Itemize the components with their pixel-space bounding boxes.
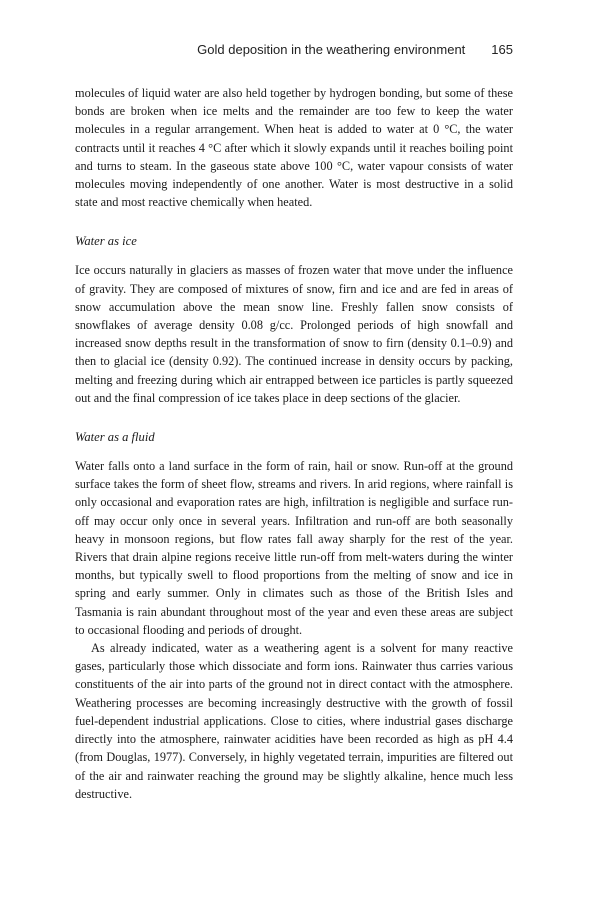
intro-paragraph: molecules of liquid water are also held together by hydrogen bonding, but some of these bonds are broken when ice melts and the remainder are too few to keep the water molecules in a regular arrangement. When heat is added to water at 0 °C, the water contracts until it reaches 4 °C after which it slowly expands until it reaches boiling point and turns to steam. In the gaseous state above 100 °C, water vapour consists of water molecules moving independently of one another. Water is most destructive in a solid state and most reactive chemically when heated. — [75, 86, 513, 210]
paragraph-water-as-fluid-2: As already indicated, water as a weathering agent is a solvent for many reactive gases, particularly those which dissociate and form ions. Rainwater thus carries various constituents of the air into parts of the ground not in direct contact with the atmosphere. Weathering processes are becoming increasingly destructive with the growth of fossil fuel-dependent industrial applications. Close to cities, where industrial gases discharge directly into the atmosphere, rainwater acidities have been recorded as high as pH 4.4 (from Douglas, 1977). Conversely, in highly vegetated terrain, impurities are filtered out of the air and rainwater reaching the ground may be slightly alkaline, hence much less destructive. — [75, 641, 513, 801]
section-heading-water-as-ice: Water as ice — [75, 234, 137, 249]
running-head-title: Gold deposition in the weathering environment — [197, 42, 466, 57]
paragraph-water-as-ice: Ice occurs naturally in glaciers as masses of frozen water that move under the influence of gravity. They are composed of mixtures of snow, firn and ice and are fed in areas of snow accumulation above the mean snow line. Freshly fallen snow consists of snowflakes of average density 0.08 g/cc. Prolonged periods of high snowfall and increased snow depths result in the transformation of snow to firn (density 0.1–0.9) and then to glacial ice (density 0.92). The continued increase in density occurs by packing, melting and freezing during which air entrapped between ice particles is partly squeezed out and the final compression of ice takes place in deep sections of the glacier. — [75, 263, 513, 405]
section-heading-water-as-fluid: Water as a fluid — [75, 430, 155, 445]
running-head — [75, 42, 513, 62]
page-number: 165 — [491, 42, 513, 57]
body-text — [75, 84, 513, 803]
paragraph-water-as-fluid-1: Water falls onto a land surface in the form of rain, hail or snow. Run-off at the ground surface takes the form of sheet flow, streams and rivers. In arid regions, where rainfall is only occasional and evaporation rates are high, infiltration is negligible and surface run-off may occur only once in several years. Infiltration and run-off are both seasonally heavy in monsoon regions, but flow rates fall away sharply for the rest of the year. Rivers that drain alpine regions receive little run-off from melt-waters during the winter months, but typically swell to flood proportions from the melting of snow and ice in spring and early summer. Only in climates such as those of the British Isles and Tasmania is rain abundant throughout most of the year and even these areas are subject to occasional flooding and periods of drought. — [75, 459, 513, 637]
